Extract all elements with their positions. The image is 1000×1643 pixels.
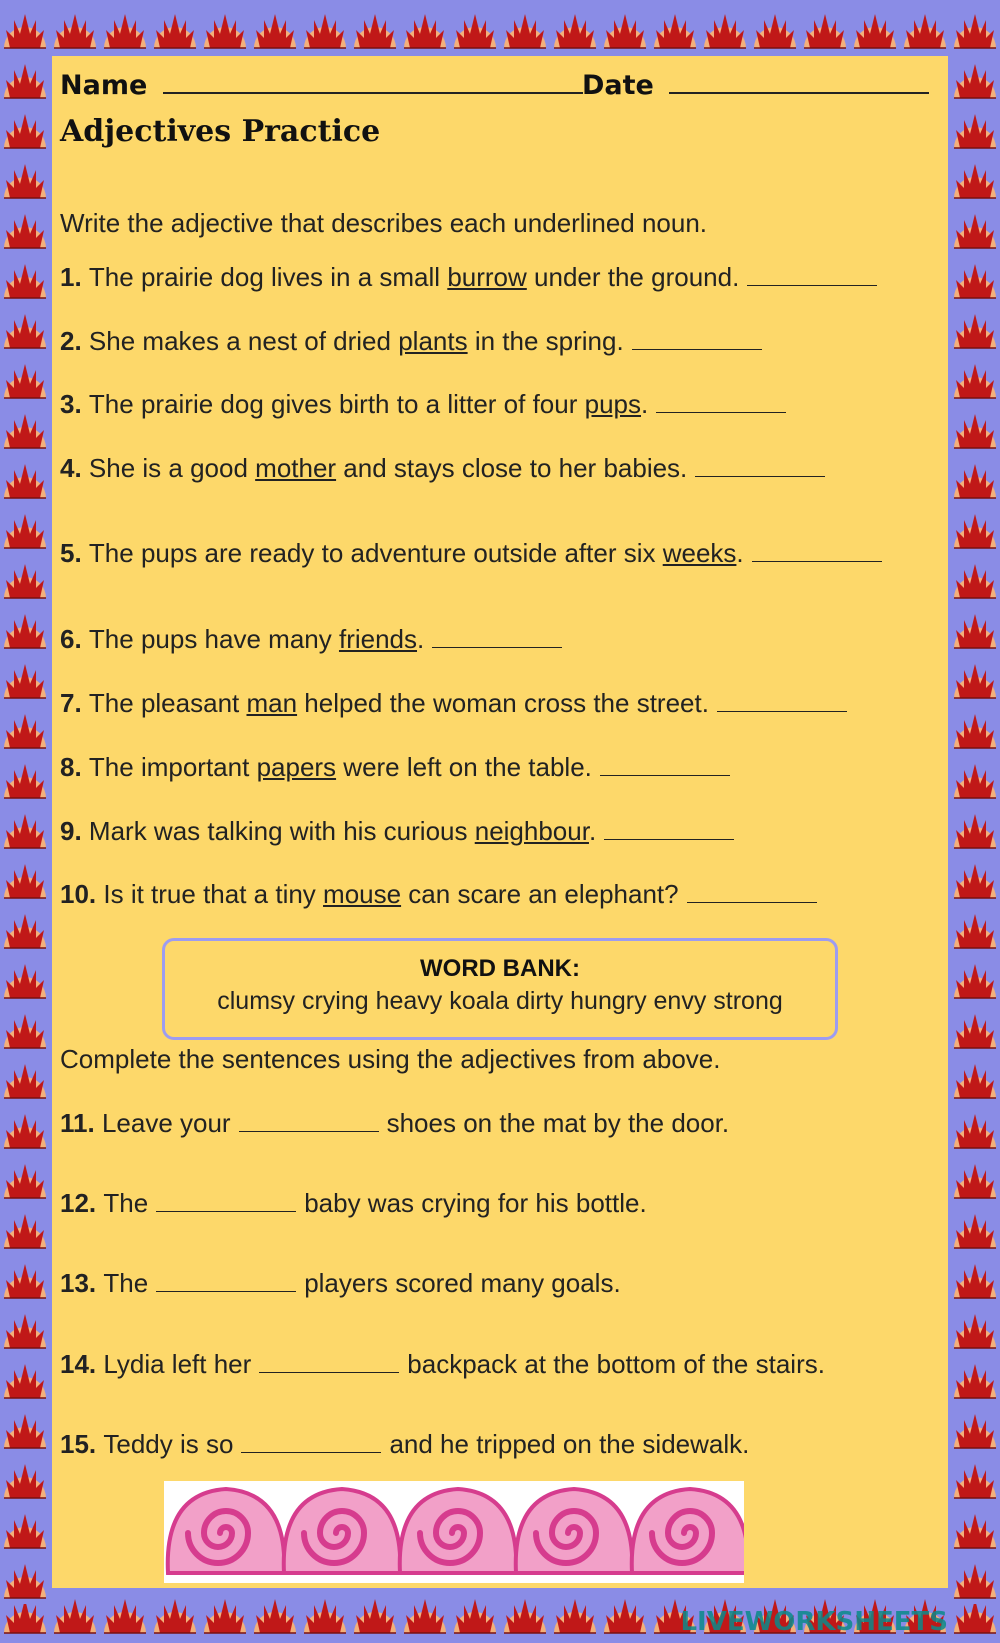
question-text: The pups are ready to adventure outside after six: [88, 538, 663, 568]
question-row: [60, 816, 734, 847]
answer-blank[interactable]: [604, 819, 734, 840]
underlined-noun: neighbour: [474, 816, 589, 846]
question-number: 5.: [60, 538, 89, 568]
question-number: 11.: [60, 1108, 102, 1138]
underlined-noun: burrow: [447, 262, 527, 292]
fan-shell-icon: [700, 4, 750, 54]
fan-shell-icon: [0, 354, 50, 404]
word-bank-title: WORD BANK:: [420, 955, 580, 982]
answer-blank[interactable]: [259, 1352, 399, 1373]
question-text: shoes on the mat by the door.: [386, 1108, 730, 1138]
fan-shell-icon: [950, 404, 1000, 454]
question-text: The important: [88, 752, 257, 782]
question-row: [60, 879, 817, 910]
fan-shell-icon: [100, 1589, 150, 1639]
fan-shell-icon: [100, 4, 150, 54]
question-text: Teddy is so: [103, 1429, 234, 1459]
question-text: and stays close to her babies.: [336, 453, 688, 483]
fan-shell-icon: [0, 554, 50, 604]
fan-shell-icon: [950, 354, 1000, 404]
question-text: .: [588, 816, 597, 846]
question-text: under the ground.: [526, 262, 740, 292]
question-text: .: [641, 389, 649, 419]
fan-shell-icon: [0, 304, 50, 354]
underlined-noun: weeks: [662, 538, 737, 568]
spiral-shell-icon: [168, 1489, 284, 1573]
question-text: The prairie dog gives birth to a litter of four: [88, 389, 585, 419]
question-number: 6.: [60, 624, 89, 654]
fan-shell-icon: [0, 54, 50, 104]
part1-instruction: Write the adjective that describes each underlined noun.: [60, 208, 708, 238]
question-row: [60, 538, 882, 569]
question-text: backpack at the bottom of the stairs.: [407, 1349, 825, 1379]
fan-shell-icon: [950, 1104, 1000, 1154]
fan-shell-icon: [0, 1154, 50, 1204]
fan-shell-icon: [950, 304, 1000, 354]
fan-shell-icon: [950, 654, 1000, 704]
underlined-noun: mouse: [323, 879, 402, 909]
spiral-shell-icon: [516, 1489, 632, 1573]
question-number: 9.: [60, 816, 89, 846]
fan-shell-icon: [300, 1589, 350, 1639]
question-text: players scored many goals.: [304, 1268, 621, 1298]
fan-shell-icon: [950, 904, 1000, 954]
fan-shell-icon: [0, 854, 50, 904]
fan-shell-icon: [150, 4, 200, 54]
answer-blank[interactable]: [156, 1191, 296, 1212]
fan-shell-icon: [0, 1404, 50, 1454]
fan-shell-icon: [950, 1304, 1000, 1354]
question-text: .: [417, 624, 425, 654]
fan-shell-icon: [0, 504, 50, 554]
word-bank-words: clumsy crying heavy koala dirty hungry envy strong: [217, 987, 783, 1015]
fan-shell-icon: [950, 254, 1000, 304]
question-text: Is it true that a tiny: [103, 879, 324, 909]
question-text: Mark was talking with his curious: [88, 816, 475, 846]
question-row: [60, 326, 762, 357]
question-text: baby was crying for his bottle.: [304, 1188, 647, 1218]
fill-in-row: [60, 1349, 825, 1380]
answer-blank[interactable]: [241, 1432, 381, 1453]
question-number: 12.: [60, 1188, 104, 1218]
fan-shell-icon: [0, 1304, 50, 1354]
fan-shell-icon: [950, 54, 1000, 104]
fan-shell-icon: [200, 1589, 250, 1639]
answer-blank[interactable]: [687, 882, 817, 903]
answer-blank[interactable]: [600, 755, 730, 776]
underlined-noun: plants: [398, 326, 468, 356]
fan-shell-icon: [0, 654, 50, 704]
question-number: 4.: [60, 453, 89, 483]
fan-shell-icon: [0, 604, 50, 654]
fan-shell-icon: [750, 4, 800, 54]
fan-shell-icon: [0, 1504, 50, 1554]
fan-shell-icon: [500, 1589, 550, 1639]
question-number: 13.: [60, 1268, 104, 1298]
fan-shell-icon: [850, 4, 900, 54]
fan-shell-icon: [0, 1554, 50, 1604]
question-number: 3.: [60, 389, 89, 419]
fan-shell-icon: [450, 4, 500, 54]
question-text: The pups have many: [88, 624, 339, 654]
fan-shell-icon: [950, 1004, 1000, 1054]
answer-blank[interactable]: [717, 691, 847, 712]
fan-shell-icon: [950, 4, 1000, 54]
fill-in-row: [60, 1268, 621, 1299]
question-number: 15.: [60, 1429, 104, 1459]
fan-shell-icon: [650, 4, 700, 54]
fan-shell-icon: [0, 704, 50, 754]
fan-shell-icon: [50, 1589, 100, 1639]
fan-shell-icon: [250, 1589, 300, 1639]
fill-in-row: [60, 1108, 729, 1139]
fan-shell-icon: [0, 904, 50, 954]
question-text: in the spring.: [467, 326, 624, 356]
answer-blank[interactable]: [747, 265, 877, 286]
fan-shell-icon: [350, 4, 400, 54]
date-label: Date: [582, 70, 654, 101]
question-number: 14.: [60, 1349, 104, 1379]
fan-shell-icon: [0, 254, 50, 304]
fan-shell-icon: [550, 4, 600, 54]
answer-blank[interactable]: [752, 541, 882, 562]
fan-shell-icon: [0, 954, 50, 1004]
question-row: [60, 262, 877, 293]
question-row: [60, 624, 562, 655]
fan-shell-icon: [950, 1454, 1000, 1504]
question-text: and he tripped on the sidewalk.: [389, 1429, 750, 1459]
fan-shell-icon: [350, 1589, 400, 1639]
question-text: Lydia left her: [103, 1349, 252, 1379]
name-field[interactable]: [60, 70, 583, 101]
answer-blank[interactable]: [656, 392, 786, 413]
fan-shell-icon: [950, 1254, 1000, 1304]
date-field[interactable]: [582, 70, 929, 101]
fan-shell-icon: [0, 754, 50, 804]
fan-shell-icon: [950, 854, 1000, 904]
fan-shell-icon: [0, 154, 50, 204]
underlined-noun: mother: [255, 453, 337, 483]
fan-shell-icon: [250, 4, 300, 54]
fan-shell-icon: [950, 154, 1000, 204]
fan-shell-icon: [550, 1589, 600, 1639]
fan-shell-icon: [600, 4, 650, 54]
fan-shell-icon: [950, 1204, 1000, 1254]
fan-shell-icon: [400, 4, 450, 54]
fan-shell-icon: [0, 1204, 50, 1254]
name-label: Name: [60, 70, 148, 101]
answer-blank[interactable]: [695, 456, 825, 477]
fan-shell-icon: [950, 954, 1000, 1004]
spiral-shell-icon: [284, 1489, 400, 1573]
question-text: were left on the table.: [336, 752, 592, 782]
fan-shell-icon: [0, 1104, 50, 1154]
fan-shell-icon: [950, 804, 1000, 854]
answer-blank[interactable]: [432, 627, 562, 648]
fan-shell-icon: [950, 554, 1000, 604]
watermark: LIVEWORKSHEETS: [680, 1607, 948, 1637]
question-number: 10.: [60, 879, 104, 909]
fan-shell-icon: [0, 404, 50, 454]
question-text: The pleasant: [88, 688, 247, 718]
question-number: 1.: [60, 262, 89, 292]
question-number: 2.: [60, 326, 89, 356]
fan-shell-icon: [150, 1589, 200, 1639]
fan-shell-icon: [400, 1589, 450, 1639]
fan-shell-icon: [0, 1004, 50, 1054]
fan-shell-icon: [950, 1404, 1000, 1454]
answer-blank[interactable]: [239, 1111, 379, 1132]
fan-shell-icon: [950, 1504, 1000, 1554]
fan-shell-icon: [950, 504, 1000, 554]
question-text: .: [736, 538, 744, 568]
fan-shell-icon: [950, 1054, 1000, 1104]
underlined-noun: man: [246, 688, 298, 718]
fan-shell-icon: [450, 1589, 500, 1639]
fill-in-row: [60, 1429, 749, 1460]
fan-shell-icon: [950, 1354, 1000, 1404]
fan-shell-icon: [950, 604, 1000, 654]
spiral-shell-icon: [632, 1489, 744, 1573]
underlined-noun: friends: [338, 624, 418, 654]
fan-shell-icon: [950, 1154, 1000, 1204]
fan-shell-icon: [600, 1589, 650, 1639]
question-text: The: [103, 1268, 149, 1298]
question-text: The: [103, 1188, 149, 1218]
fan-shell-icon: [950, 704, 1000, 754]
spiral-shell-icon: [164, 1481, 744, 1583]
fan-shell-icon: [0, 1254, 50, 1304]
answer-blank[interactable]: [632, 329, 762, 350]
page-title: Adjectives Practice: [60, 114, 381, 149]
fan-shell-icon: [950, 204, 1000, 254]
fan-shell-icon: [950, 454, 1000, 504]
date-line[interactable]: [669, 70, 929, 94]
question-text: She makes a nest of dried: [88, 326, 399, 356]
underlined-noun: pups: [584, 389, 642, 419]
underlined-noun: papers: [256, 752, 337, 782]
fan-shell-icon: [0, 204, 50, 254]
fan-shell-icon: [0, 4, 50, 54]
fan-shell-icon: [950, 754, 1000, 804]
fan-shell-icon: [0, 104, 50, 154]
answer-blank[interactable]: [156, 1271, 296, 1292]
fan-shell-icon: [0, 1354, 50, 1404]
question-number: 8.: [60, 752, 89, 782]
fan-shell-icon: [0, 804, 50, 854]
fan-shell-icon: [50, 4, 100, 54]
fan-shell-icon: [0, 1454, 50, 1504]
question-text: She is a good: [88, 453, 256, 483]
question-row: [60, 453, 825, 484]
fan-shell-icon: [500, 4, 550, 54]
fan-shell-icon: [800, 4, 850, 54]
question-row: [60, 389, 786, 420]
fan-shell-icon: [950, 1554, 1000, 1604]
fan-shell-icon: [0, 454, 50, 504]
question-text: helped the woman cross the street.: [297, 688, 709, 718]
question-row: [60, 688, 847, 719]
question-row: [60, 752, 730, 783]
question-number: 7.: [60, 688, 89, 718]
spiral-shell-icon: [400, 1489, 516, 1573]
fan-shell-icon: [950, 104, 1000, 154]
fan-shell-icon: [0, 1054, 50, 1104]
question-text: The prairie dog lives in a small: [88, 262, 448, 292]
name-line[interactable]: [163, 70, 583, 94]
fan-shell-icon: [300, 4, 350, 54]
word-bank: [162, 938, 838, 1040]
fan-shell-icon: [900, 4, 950, 54]
fill-in-row: [60, 1188, 647, 1219]
question-text: can scare an elephant?: [401, 879, 679, 909]
part2-instruction: Complete the sentences using the adjectives from above.: [60, 1044, 721, 1074]
fan-shell-icon: [200, 4, 250, 54]
question-text: Leave your: [101, 1108, 231, 1138]
